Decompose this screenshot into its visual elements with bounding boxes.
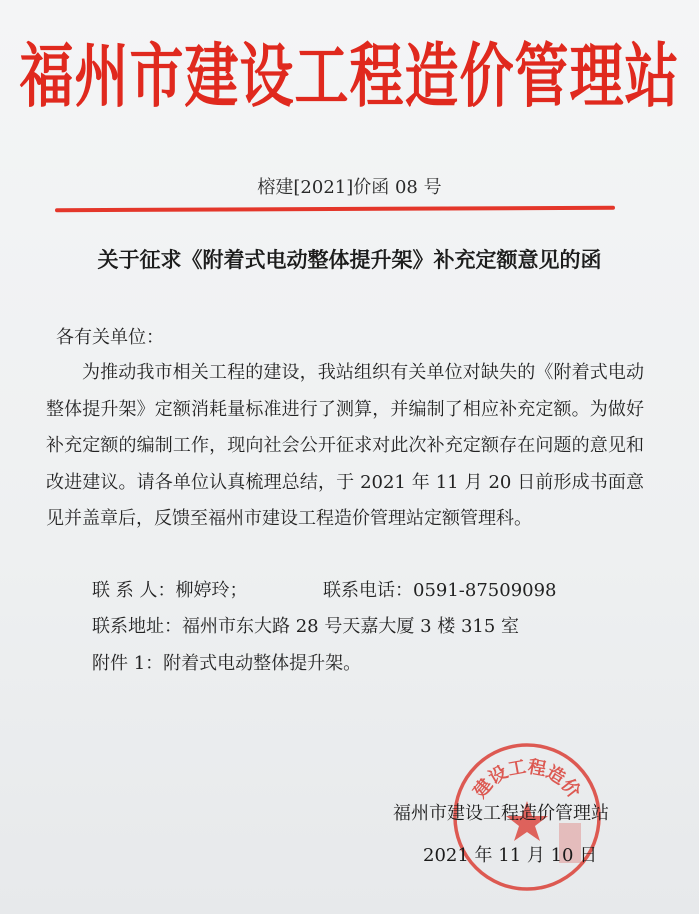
contact-person: 联 系 人：柳婷玲； bbox=[92, 580, 248, 601]
svg-text:建设工程造价: 建设工程造价 bbox=[469, 756, 585, 803]
signature-date: 2021 年 11 月 10 日 bbox=[423, 845, 598, 866]
letterhead-org-name: 福州市建设工程造价管理站 bbox=[19, 34, 680, 117]
salutation: 各有关单位： bbox=[56, 327, 164, 348]
letter-body: 为推动我市相关工程的建设，我站组织有关单位对缺失的《附着式电动整体提升架》定额消耗量标准进行了测算，并编制了相应补充定额。为做好补充定额的编制工作，现向社会公开征求对此次补充定额存在问题的意见和改进建议。请各单位认真梳理总结，于 2021 年 11 月 20 日前形成书面意见并盖章后，反馈至福州市建设工程造价管理站定额管理科。 bbox=[46, 362, 644, 529]
document-number: 榕建[2021]价函 08 号 bbox=[257, 177, 442, 198]
attachment-line: 附件 1：附着式电动整体提升架。 bbox=[92, 653, 362, 674]
contact-address: 联系地址：福州市东大路 28 号天嘉大厦 3 楼 315 室 bbox=[92, 616, 520, 637]
signature-org: 福州市建设工程造价管理站 bbox=[393, 803, 609, 824]
letterhead-red-rule bbox=[55, 206, 615, 212]
contact-phone: 联系电话：0591-87509098 bbox=[323, 580, 557, 601]
letter-title: 关于征求《附着式电动整体提升架》补充定额意见的函 bbox=[97, 248, 602, 272]
